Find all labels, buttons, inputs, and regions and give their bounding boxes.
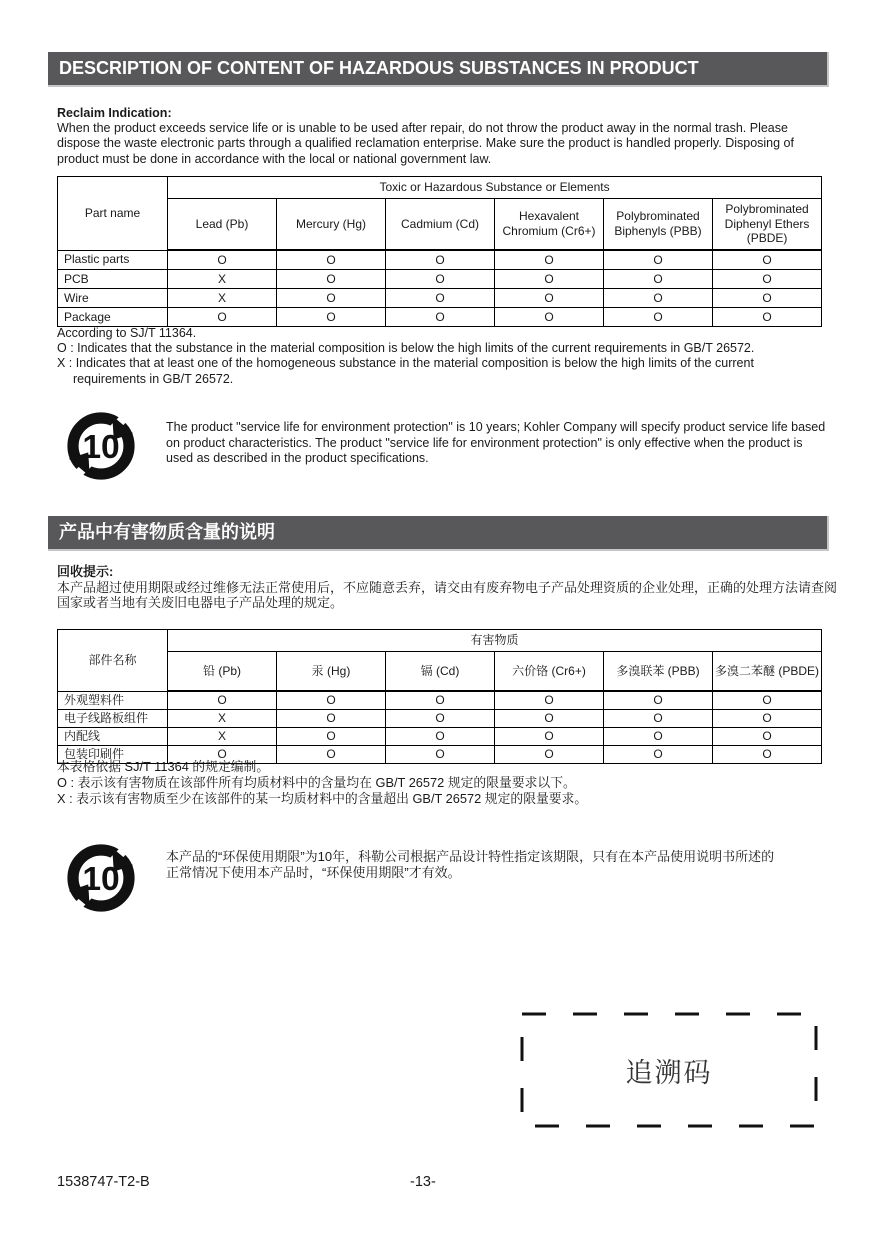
value-cell: O (386, 270, 495, 289)
reclaim-text-cn: 本产品超过使用期限或经过维修无法正常使用后，不应随意丢弃，请交由有废弃物电子产品处理资质的企业处理，正确的处理方法请查阅国家或者当地有关废旧电器电子产品处理的规定。 (57, 579, 838, 610)
value-cell: O (495, 728, 604, 746)
value-cell: O (495, 250, 604, 270)
reclaim-text: When the product exceeds service life or is unable to be used after repair, do not throw the product away in the normal trash. Please dispose the waste electronic parts through a qualified reclamation enterprise. Make sure the product is handled properly. Disposing of product must be done in accordance with the local or national government law. (57, 121, 794, 166)
value-cell: O (604, 691, 713, 710)
column-header: 多溴联苯 (PBB) (604, 652, 713, 692)
value-cell: O (495, 270, 604, 289)
table-row (58, 691, 822, 710)
column-header: Hexavalent Chromium (Cr6+) (495, 199, 604, 251)
value-cell: O (495, 710, 604, 728)
note-line: O : 表示该有害物质在该部件所有均质材料中的含量均在 GB/T 26572 规定的限量要求以下。 (57, 774, 576, 790)
reclaim-title-cn: 回收提示: (57, 564, 114, 579)
document-number: 1538747-T2-B (57, 1174, 150, 1190)
value-cell: O (713, 250, 822, 270)
page-number: -13- (410, 1174, 436, 1190)
value-cell: O (386, 746, 495, 764)
table-row (58, 308, 822, 327)
value-cell: O (277, 308, 386, 327)
value-cell: O (495, 691, 604, 710)
column-header: 铅 (Pb) (168, 652, 277, 692)
value-cell: O (713, 746, 822, 764)
note-line: O : Indicates that the substance in the material composition is below the high limits of the current requirements in GB/T 26572. (57, 341, 755, 356)
table-row (58, 270, 822, 289)
epup-years-number: 10 (82, 429, 120, 466)
value-cell: X (168, 270, 277, 289)
part-name-cell: Wire (58, 289, 168, 308)
traceability-code-box (520, 1012, 818, 1128)
value-cell: O (386, 289, 495, 308)
value-cell: O (386, 308, 495, 327)
column-header: Polybrominated Biphenyls (PBB) (604, 199, 713, 251)
column-header: 六价铬 (Cr6+) (495, 652, 604, 692)
epup-text-en: The product "service life for environment protection" is 10 years; Kohler Company will specify product service life based on product characteristics. The product "service life for environment protection" is only effective when the product is used as described in the product specifications. (166, 420, 826, 466)
value-cell: O (277, 250, 386, 270)
hazardous-substances-table-en (57, 176, 822, 327)
value-cell: O (168, 308, 277, 327)
value-cell: O (495, 746, 604, 764)
value-cell: O (386, 250, 495, 270)
column-header: Mercury (Hg) (277, 199, 386, 251)
value-cell: O (604, 728, 713, 746)
part-name-header-cn: 部件名称 (58, 630, 168, 692)
note-line: 本表格依据 SJ/T 11364 的规定编制。 (57, 759, 270, 774)
value-cell: O (277, 728, 386, 746)
column-header: 镉 (Cd) (386, 652, 495, 692)
epup-row-cn (61, 838, 778, 918)
part-name-cell: 包装印刷件 (58, 746, 168, 764)
value-cell: X (168, 710, 277, 728)
epup-row-en (61, 406, 826, 486)
column-header: Polybrominated Diphenyl Ethers (PBDE) (713, 199, 822, 251)
column-header: 多溴二苯醚 (PBDE) (713, 652, 822, 692)
epup-years-number: 10 (82, 861, 120, 898)
traceability-code-label: 追溯码 (625, 1057, 713, 1088)
value-cell: O (713, 728, 822, 746)
column-header: 汞 (Hg) (277, 652, 386, 692)
value-cell: O (713, 270, 822, 289)
value-cell: O (604, 710, 713, 728)
value-cell: O (604, 308, 713, 327)
reclaim-indication-block (57, 106, 817, 167)
recycle-10-years-icon (61, 838, 141, 918)
recycle-10-years-icon (61, 406, 141, 486)
value-cell: O (604, 746, 713, 764)
column-header: Lead (Pb) (168, 199, 277, 251)
table-group-header-cn: 有害物质 (168, 630, 822, 652)
column-header: Cadmium (Cd) (386, 199, 495, 251)
value-cell: O (604, 270, 713, 289)
value-cell: O (168, 250, 277, 270)
value-cell: O (168, 746, 277, 764)
part-name-header: Part name (58, 177, 168, 251)
value-cell: X (168, 728, 277, 746)
value-cell: O (604, 250, 713, 270)
table-notes-cn (57, 759, 847, 806)
value-cell: O (277, 710, 386, 728)
value-cell: O (713, 710, 822, 728)
value-cell: O (604, 289, 713, 308)
value-cell: O (495, 289, 604, 308)
value-cell: X (168, 289, 277, 308)
value-cell: O (277, 270, 386, 289)
table-row (58, 710, 822, 728)
table-row (58, 250, 822, 270)
value-cell: O (168, 691, 277, 710)
part-name-cell: Plastic parts (58, 250, 168, 270)
reclaim-indication-block-cn (57, 564, 847, 611)
value-cell: O (386, 728, 495, 746)
part-name-cell: Package (58, 308, 168, 327)
value-cell: O (386, 691, 495, 710)
note-line: According to SJ/T 11364. (57, 326, 197, 340)
epup-text-cn: 本产品的“环保使用期限”为10年，科勒公司根据产品设计特性指定该期限，只有在本产品使用说明书所述的正常情况下使用本产品时，“环保使用期限”才有效。 (166, 849, 775, 880)
section-header-english: DESCRIPTION OF CONTENT OF HAZARDOUS SUBSTANCES IN PRODUCT (48, 52, 829, 87)
value-cell: O (277, 746, 386, 764)
value-cell: O (277, 691, 386, 710)
section-header-chinese: 产品中有害物质含量的说明 (48, 516, 829, 551)
table-group-header: Toxic or Hazardous Substance or Elements (168, 177, 822, 199)
table-notes-en (57, 326, 825, 387)
value-cell: O (386, 710, 495, 728)
part-name-cell: PCB (58, 270, 168, 289)
value-cell: O (277, 289, 386, 308)
value-cell: O (495, 308, 604, 327)
note-line: X : 表示该有害物质至少在该部件的某一均质材料中的含量超出 GB/T 26572 规定的限量要求。 (57, 790, 588, 806)
table-row (58, 728, 822, 746)
value-cell: O (713, 691, 822, 710)
part-name-cell: 外观塑料件 (58, 691, 168, 710)
part-name-cell: 内配线 (58, 728, 168, 746)
part-name-cell: 电子线路板组件 (58, 710, 168, 728)
table-row (58, 289, 822, 308)
page-footer (0, 1174, 874, 1194)
value-cell: O (713, 289, 822, 308)
reclaim-title: Reclaim Indication: (57, 106, 172, 120)
hazardous-substances-table-cn (57, 629, 822, 764)
note-line: X : Indicates that at least one of the homogeneous substance in the material composition is below the high limits of the current requirements in GB/T 26572. (57, 356, 754, 386)
value-cell: O (713, 308, 822, 327)
